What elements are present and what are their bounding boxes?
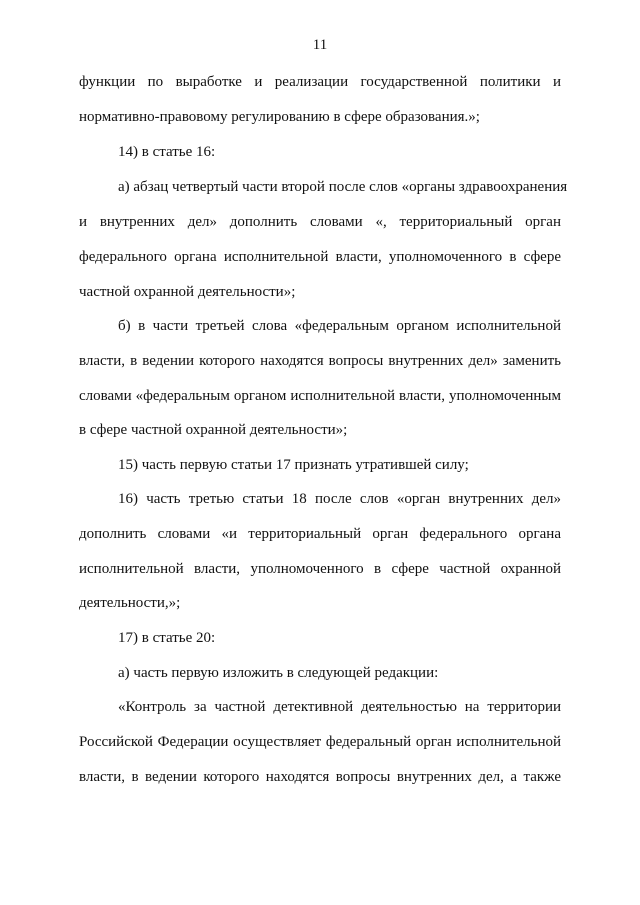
text-line: 14) в статье 16: [118,144,216,160]
page-number: 11 [312,37,328,53]
text-line: словами «федеральным органом исполнительной власти, уполномоченным [79,388,561,404]
text-line: деятельности,»; [79,595,181,611]
text-line: нормативно-правовому регулированию в сфере образования.»; [79,109,480,125]
text-line: в сфере частной охранной деятельности»; [79,422,348,438]
text-line: «Контроль за частной детективной деятельностью на территории [118,699,561,715]
text-line: функции по выработке и реализации государственной политики и [79,74,561,90]
text-line: 16) часть третью статьи 18 после слов «орган внутренних дел» [118,491,561,507]
text-line: Российской Федерации осуществляет федеральный орган исполнительной [79,734,561,750]
text-line: 15) часть первую статьи 17 признать утратившей силу; [118,457,469,473]
text-line: 17) в статье 20: [118,630,216,646]
text-line: а) абзац четвертый части второй после слов «органы здравоохранения [118,179,568,195]
text-line: власти, в ведении которого находятся вопросы внутренних дел» заменить [79,353,561,369]
text-line: б) в части третьей слова «федеральным органом исполнительной [118,318,561,334]
text-line: и внутренних дел» дополнить словами «, территориальный орган [79,214,561,230]
text-line: власти, в ведении которого находятся вопросы внутренних дел, а также [79,769,561,785]
text-line: дополнить словами «и территориальный орган федерального органа [79,526,561,542]
text-line: федерального органа исполнительной власти, уполномоченного в сфере [79,249,561,265]
text-line: частной охранной деятельности»; [79,284,296,300]
text-line: исполнительной власти, уполномоченного в сфере частной охранной [79,561,561,577]
text-line: а) часть первую изложить в следующей редакции: [118,665,439,681]
